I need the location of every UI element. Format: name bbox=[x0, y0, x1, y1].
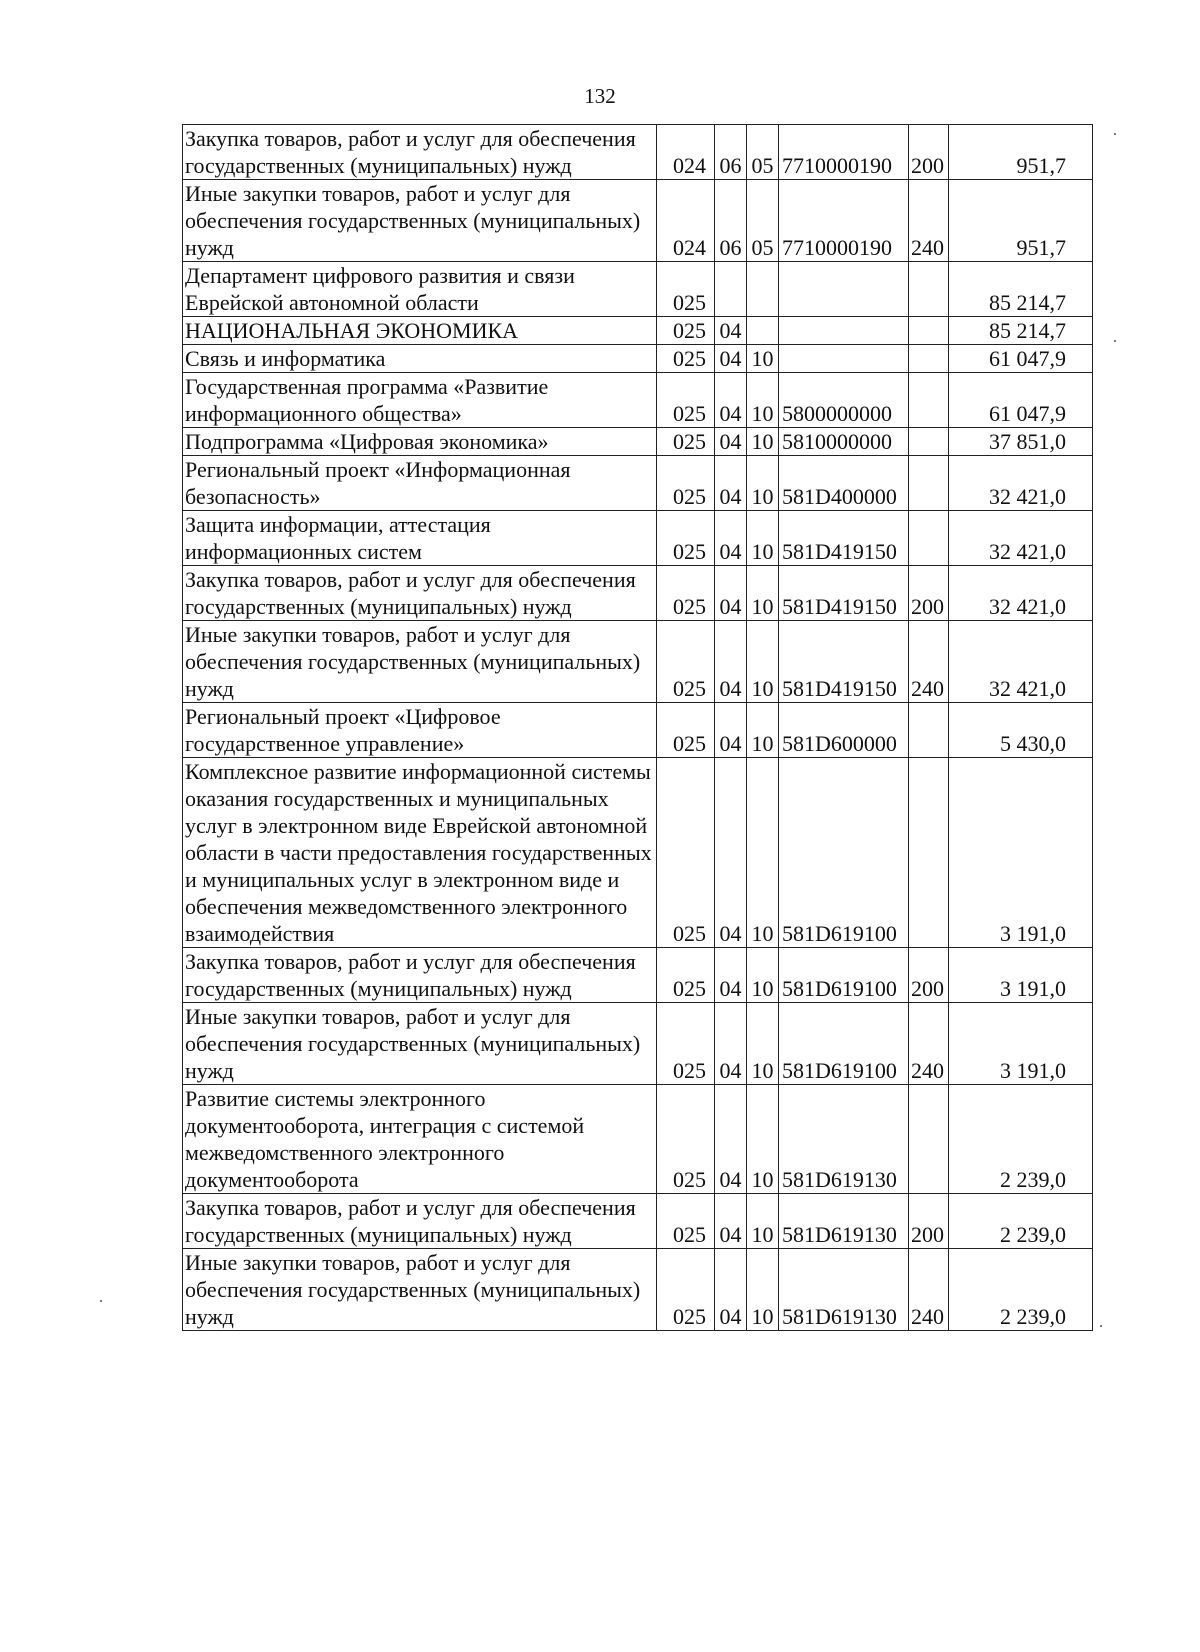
row-admin-code-cell: 025 bbox=[657, 758, 715, 948]
row-admin-code-cell: 025 bbox=[657, 1085, 715, 1194]
row-amount-cell: 2 239,0 bbox=[949, 1249, 1093, 1331]
row-target-code-cell: 581D619130 bbox=[779, 1249, 909, 1331]
row-amount-cell: 32 421,0 bbox=[949, 456, 1093, 511]
row-admin-code-cell: 025 bbox=[657, 948, 715, 1003]
row-admin-code-cell: 025 bbox=[657, 566, 715, 621]
table-row bbox=[183, 1085, 1093, 1194]
table-row bbox=[183, 180, 1093, 262]
row-expense-type-cell: 200 bbox=[909, 125, 949, 180]
row-expense-type-cell: 240 bbox=[909, 621, 949, 703]
row-expense-type-cell bbox=[909, 373, 949, 428]
table-row bbox=[183, 345, 1093, 373]
row-section-code-cell: 04 bbox=[715, 948, 747, 1003]
row-section-code-cell: 06 bbox=[715, 180, 747, 262]
row-name-cell: Иные закупки товаров, работ и услуг для обеспечения государственных (муниципальных) нужд bbox=[183, 1249, 657, 1331]
row-amount-cell: 37 851,0 bbox=[949, 428, 1093, 456]
table-row bbox=[183, 456, 1093, 511]
row-admin-code-cell: 025 bbox=[657, 373, 715, 428]
table-row bbox=[183, 317, 1093, 345]
row-name-cell: Закупка товаров, работ и услуг для обеспечения государственных (муниципальных) нужд bbox=[183, 1194, 657, 1249]
row-name-cell: Департамент цифрового развития и связи Еврейской автономной области bbox=[183, 262, 657, 317]
row-subsection-code-cell: 10 bbox=[747, 1003, 779, 1085]
budget-table-body bbox=[183, 125, 1093, 1331]
row-amount-cell: 61 047,9 bbox=[949, 373, 1093, 428]
row-subsection-code-cell: 10 bbox=[747, 1249, 779, 1331]
row-name-cell: Защита информации, аттестация информационных систем bbox=[183, 511, 657, 566]
row-expense-type-cell: 240 bbox=[909, 180, 949, 262]
row-section-code-cell: 04 bbox=[715, 621, 747, 703]
row-amount-cell: 85 214,7 bbox=[949, 262, 1093, 317]
row-admin-code-cell: 025 bbox=[657, 428, 715, 456]
row-target-code-cell: 7710000190 bbox=[779, 125, 909, 180]
row-amount-cell: 32 421,0 bbox=[949, 621, 1093, 703]
row-name-cell: Закупка товаров, работ и услуг для обеспечения государственных (муниципальных) нужд bbox=[183, 125, 657, 180]
row-amount-cell: 5 430,0 bbox=[949, 703, 1093, 758]
row-name-cell: Комплексное развитие информационной системы оказания государственных и муниципальных услуг в электронном виде Еврейской автономной области в части предоставления государственных и муниципальных услуг в электронном виде и обеспечения межведомственного электронного взаимодействия bbox=[183, 758, 657, 948]
row-section-code-cell bbox=[715, 262, 747, 317]
row-subsection-code-cell: 10 bbox=[747, 345, 779, 373]
row-expense-type-cell bbox=[909, 428, 949, 456]
row-target-code-cell: 581D619100 bbox=[779, 758, 909, 948]
row-expense-type-cell bbox=[909, 703, 949, 758]
row-subsection-code-cell bbox=[747, 317, 779, 345]
row-admin-code-cell: 025 bbox=[657, 1194, 715, 1249]
row-section-code-cell: 04 bbox=[715, 511, 747, 566]
row-target-code-cell: 581D419150 bbox=[779, 621, 909, 703]
row-expense-type-cell bbox=[909, 317, 949, 345]
row-section-code-cell: 04 bbox=[715, 703, 747, 758]
row-section-code-cell: 04 bbox=[715, 758, 747, 948]
table-row bbox=[183, 1194, 1093, 1249]
row-section-code-cell: 04 bbox=[715, 1249, 747, 1331]
row-name-cell: Региональный проект «Цифровое государственное управление» bbox=[183, 703, 657, 758]
row-name-cell: Развитие системы электронного документооборота, интеграция с системой межведомственного электронного документооборота bbox=[183, 1085, 657, 1194]
row-name-cell: Иные закупки товаров, работ и услуг для обеспечения государственных (муниципальных) нужд bbox=[183, 621, 657, 703]
row-amount-cell: 2 239,0 bbox=[949, 1085, 1093, 1194]
row-amount-cell: 3 191,0 bbox=[949, 1003, 1093, 1085]
row-section-code-cell: 04 bbox=[715, 1194, 747, 1249]
row-target-code-cell: 581D619100 bbox=[779, 1003, 909, 1085]
table-row bbox=[183, 1003, 1093, 1085]
row-subsection-code-cell: 10 bbox=[747, 373, 779, 428]
row-admin-code-cell: 025 bbox=[657, 511, 715, 566]
row-subsection-code-cell: 10 bbox=[747, 703, 779, 758]
row-subsection-code-cell: 10 bbox=[747, 948, 779, 1003]
row-name-cell: Закупка товаров, работ и услуг для обеспечения государственных (муниципальных) нужд bbox=[183, 566, 657, 621]
row-amount-cell: 3 191,0 bbox=[949, 948, 1093, 1003]
row-subsection-code-cell: 10 bbox=[747, 1194, 779, 1249]
row-subsection-code-cell: 10 bbox=[747, 621, 779, 703]
row-target-code-cell bbox=[779, 317, 909, 345]
row-target-code-cell: 581D600000 bbox=[779, 703, 909, 758]
row-section-code-cell: 04 bbox=[715, 317, 747, 345]
row-name-cell: Связь и информатика bbox=[183, 345, 657, 373]
table-row bbox=[183, 566, 1093, 621]
row-section-code-cell: 04 bbox=[715, 345, 747, 373]
row-section-code-cell: 04 bbox=[715, 373, 747, 428]
row-admin-code-cell: 025 bbox=[657, 345, 715, 373]
row-admin-code-cell: 025 bbox=[657, 621, 715, 703]
row-name-cell: НАЦИОНАЛЬНАЯ ЭКОНОМИКА bbox=[183, 317, 657, 345]
table-row bbox=[183, 1249, 1093, 1331]
page-number: 132 bbox=[584, 84, 616, 108]
row-amount-cell: 32 421,0 bbox=[949, 511, 1093, 566]
row-target-code-cell: 5810000000 bbox=[779, 428, 909, 456]
row-admin-code-cell: 024 bbox=[657, 125, 715, 180]
row-subsection-code-cell: 10 bbox=[747, 758, 779, 948]
scan-speck bbox=[1114, 133, 1116, 135]
row-subsection-code-cell: 10 bbox=[747, 428, 779, 456]
row-subsection-code-cell: 05 bbox=[747, 180, 779, 262]
table-row bbox=[183, 511, 1093, 566]
scan-speck bbox=[100, 1300, 102, 1302]
row-expense-type-cell bbox=[909, 345, 949, 373]
row-subsection-code-cell: 10 bbox=[747, 566, 779, 621]
row-amount-cell: 32 421,0 bbox=[949, 566, 1093, 621]
row-expense-type-cell bbox=[909, 758, 949, 948]
row-subsection-code-cell: 10 bbox=[747, 1085, 779, 1194]
row-name-cell: Подпрограмма «Цифровая экономика» bbox=[183, 428, 657, 456]
row-section-code-cell: 04 bbox=[715, 428, 747, 456]
table-row bbox=[183, 125, 1093, 180]
row-name-cell: Иные закупки товаров, работ и услуг для обеспечения государственных (муниципальных) нужд bbox=[183, 1003, 657, 1085]
row-section-code-cell: 04 bbox=[715, 456, 747, 511]
table-row bbox=[183, 428, 1093, 456]
row-target-code-cell: 5800000000 bbox=[779, 373, 909, 428]
row-expense-type-cell: 240 bbox=[909, 1249, 949, 1331]
row-expense-type-cell: 200 bbox=[909, 566, 949, 621]
row-expense-type-cell: 200 bbox=[909, 948, 949, 1003]
row-target-code-cell: 581D619130 bbox=[779, 1085, 909, 1194]
row-target-code-cell: 581D619130 bbox=[779, 1194, 909, 1249]
row-subsection-code-cell bbox=[747, 262, 779, 317]
row-section-code-cell: 06 bbox=[715, 125, 747, 180]
table-row bbox=[183, 948, 1093, 1003]
row-section-code-cell: 04 bbox=[715, 1003, 747, 1085]
row-expense-type-cell bbox=[909, 1085, 949, 1194]
row-expense-type-cell bbox=[909, 456, 949, 511]
row-section-code-cell: 04 bbox=[715, 566, 747, 621]
row-amount-cell: 85 214,7 bbox=[949, 317, 1093, 345]
row-admin-code-cell: 025 bbox=[657, 456, 715, 511]
row-name-cell: Иные закупки товаров, работ и услуг для обеспечения государственных (муниципальных) нужд bbox=[183, 180, 657, 262]
row-amount-cell: 61 047,9 bbox=[949, 345, 1093, 373]
table-row bbox=[183, 758, 1093, 948]
table-row bbox=[183, 373, 1093, 428]
table-row bbox=[183, 703, 1093, 758]
row-admin-code-cell: 025 bbox=[657, 1249, 715, 1331]
row-name-cell: Закупка товаров, работ и услуг для обеспечения государственных (муниципальных) нужд bbox=[183, 948, 657, 1003]
row-amount-cell: 951,7 bbox=[949, 180, 1093, 262]
row-subsection-code-cell: 05 bbox=[747, 125, 779, 180]
row-amount-cell: 951,7 bbox=[949, 125, 1093, 180]
row-admin-code-cell: 025 bbox=[657, 317, 715, 345]
row-target-code-cell: 581D400000 bbox=[779, 456, 909, 511]
row-target-code-cell: 7710000190 bbox=[779, 180, 909, 262]
row-subsection-code-cell: 10 bbox=[747, 456, 779, 511]
row-target-code-cell bbox=[779, 345, 909, 373]
table-row bbox=[183, 621, 1093, 703]
scan-speck bbox=[1114, 340, 1116, 342]
row-target-code-cell bbox=[779, 262, 909, 317]
row-target-code-cell: 581D419150 bbox=[779, 566, 909, 621]
row-target-code-cell: 581D419150 bbox=[779, 511, 909, 566]
table-row bbox=[183, 262, 1093, 317]
row-name-cell: Региональный проект «Информационная безопасность» bbox=[183, 456, 657, 511]
budget-table bbox=[182, 124, 1093, 1331]
row-amount-cell: 3 191,0 bbox=[949, 758, 1093, 948]
scan-speck bbox=[1100, 1325, 1102, 1327]
row-amount-cell: 2 239,0 bbox=[949, 1194, 1093, 1249]
row-admin-code-cell: 025 bbox=[657, 703, 715, 758]
row-admin-code-cell: 024 bbox=[657, 180, 715, 262]
row-section-code-cell: 04 bbox=[715, 1085, 747, 1194]
row-expense-type-cell: 200 bbox=[909, 1194, 949, 1249]
row-subsection-code-cell: 10 bbox=[747, 511, 779, 566]
row-expense-type-cell bbox=[909, 262, 949, 317]
row-admin-code-cell: 025 bbox=[657, 262, 715, 317]
row-admin-code-cell: 025 bbox=[657, 1003, 715, 1085]
row-name-cell: Государственная программа «Развитие информационного общества» bbox=[183, 373, 657, 428]
row-expense-type-cell: 240 bbox=[909, 1003, 949, 1085]
row-target-code-cell: 581D619100 bbox=[779, 948, 909, 1003]
row-expense-type-cell bbox=[909, 511, 949, 566]
